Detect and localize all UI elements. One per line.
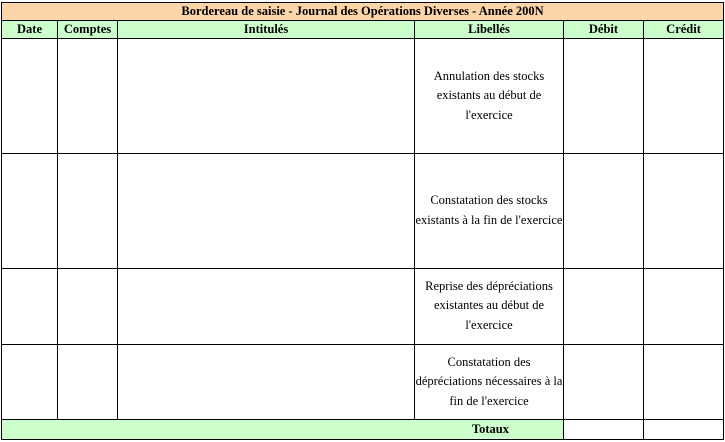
header-libelles: Libellés: [415, 21, 564, 38]
header-date: Date: [2, 21, 58, 38]
totals-label: Totaux: [2, 420, 564, 440]
libelle-cell: Reprise des dépréciations existantes au début de l'exercice: [415, 268, 564, 344]
header-debit: Débit: [564, 21, 644, 38]
intitule-cell[interactable]: [118, 38, 415, 153]
header-credit: Crédit: [644, 21, 724, 38]
debit-cell[interactable]: [564, 38, 644, 153]
credit-cell[interactable]: [644, 344, 724, 420]
table-row: [2, 153, 724, 268]
comptes-cell[interactable]: [58, 38, 118, 153]
credit-cell[interactable]: [644, 268, 724, 344]
credit-cell[interactable]: [644, 153, 724, 268]
debit-cell[interactable]: [564, 268, 644, 344]
libelle-cell: Annulation des stocks existants au début de l'exercice: [415, 38, 564, 153]
date-cell[interactable]: [2, 344, 58, 420]
debit-cell[interactable]: [564, 153, 644, 268]
date-cell[interactable]: [2, 268, 58, 344]
journal-table: [1, 2, 724, 440]
header-intitules: Intitulés: [118, 21, 415, 38]
intitule-cell[interactable]: [118, 344, 415, 420]
totals-row: [2, 420, 724, 440]
total-credit-cell[interactable]: [644, 420, 724, 440]
table-row: [2, 268, 724, 344]
intitule-cell[interactable]: [118, 268, 415, 344]
table-row: [2, 344, 724, 420]
table-row: [2, 38, 724, 153]
title-row: [2, 3, 724, 21]
header-comptes: Comptes: [58, 21, 118, 38]
comptes-cell[interactable]: [58, 344, 118, 420]
date-cell[interactable]: [2, 153, 58, 268]
date-cell[interactable]: [2, 38, 58, 153]
libelle-cell: Constatation des stocks existants à la fin de l'exercice: [415, 153, 564, 268]
total-debit-cell[interactable]: [564, 420, 644, 440]
libelle-cell: Constatation des dépréciations nécessaires à la fin de l'exercice: [415, 344, 564, 420]
comptes-cell[interactable]: [58, 268, 118, 344]
debit-cell[interactable]: [564, 344, 644, 420]
header-row: [2, 21, 724, 38]
credit-cell[interactable]: [644, 38, 724, 153]
table-title: Bordereau de saisie - Journal des Opérations Diverses - Année 200N: [2, 3, 724, 21]
intitule-cell[interactable]: [118, 153, 415, 268]
comptes-cell[interactable]: [58, 153, 118, 268]
